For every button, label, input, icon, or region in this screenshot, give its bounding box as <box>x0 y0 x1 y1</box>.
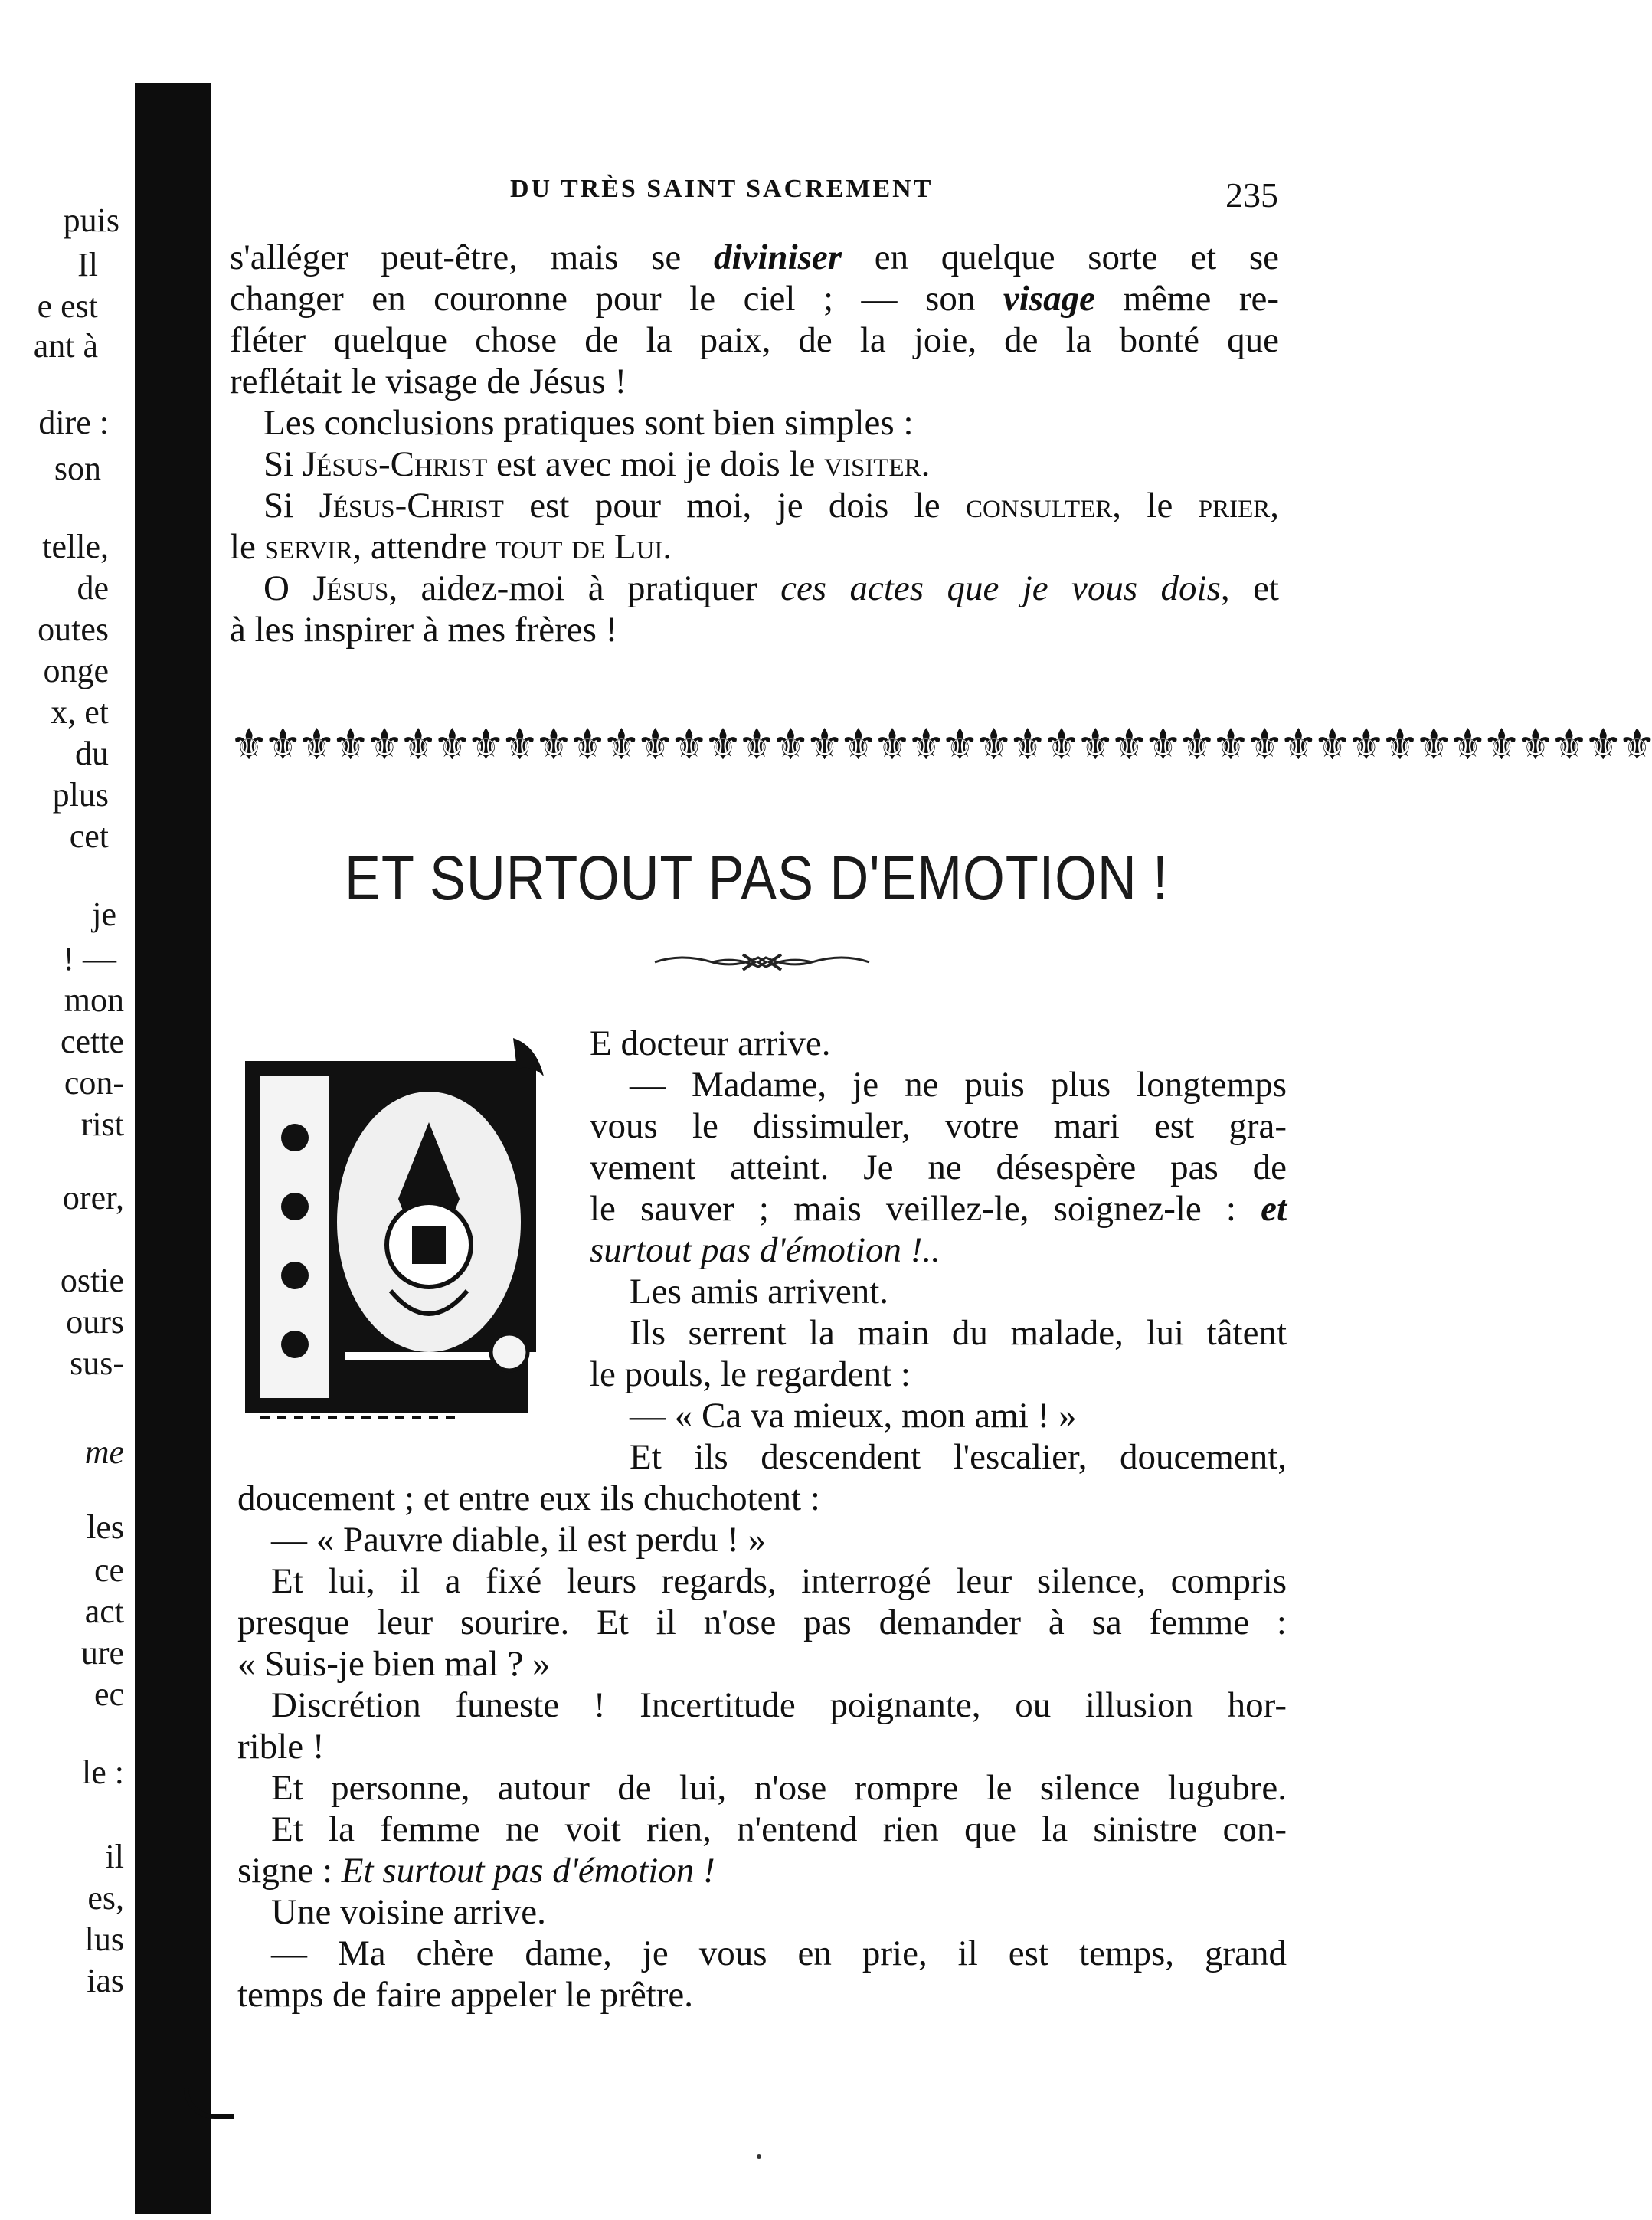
book-spine-shadow <box>135 83 211 2214</box>
margin-fragment: ant à <box>33 327 98 365</box>
text-line: — Ma chère dame, je vous en prie, il est temps, grand <box>271 1933 1287 1973</box>
text-line: Ils serrent la main du malade, lui tâtent <box>630 1313 1287 1353</box>
text-line: Les amis arrivent. <box>630 1272 889 1311</box>
margin-fragment: onge <box>43 652 109 689</box>
margin-fragment: rist <box>80 1105 124 1143</box>
text-line: reflétait le visage de Jésus ! <box>230 362 627 401</box>
margin-fragment: il <box>105 1838 124 1875</box>
text-line: Et lui, il a fixé leurs regards, interrogé leur silence, compris <box>271 1561 1287 1601</box>
margin-fragment: es, <box>87 1879 124 1917</box>
margin-fragment: act <box>84 1593 124 1630</box>
text-line: presque leur sourire. Et il n'ose pas demander à sa femme : <box>237 1603 1287 1642</box>
text-line: vous le dissimuler, votre mari est gra- <box>590 1106 1287 1146</box>
text-line: Et personne, autour de lui, n'ose rompre le silence lugubre. <box>271 1768 1287 1808</box>
decorated-drop-cap <box>230 1030 559 1436</box>
title-flourish-ornament <box>651 947 873 977</box>
text-line: rible ! <box>237 1727 325 1767</box>
text-line: temps de faire appeler le prêtre. <box>237 1975 694 2015</box>
margin-fragment: du <box>75 735 109 772</box>
margin-fragment: cet <box>69 817 109 855</box>
margin-fragment: e est <box>37 287 98 325</box>
text-line: surtout pas d'émotion !.. <box>590 1230 940 1270</box>
margin-fragment: ec <box>93 1675 124 1713</box>
margin-fragment: con- <box>64 1064 124 1102</box>
text-line: Une voisine arrive. <box>271 1892 546 1932</box>
margin-fragment: ours <box>66 1303 124 1341</box>
text-line: Et ils descendent l'escalier, doucement, <box>630 1437 1287 1477</box>
margin-fragment: puis <box>63 201 119 239</box>
print-speck <box>757 2154 761 2159</box>
text-line: doucement ; et entre eux ils chuchotent : <box>237 1478 820 1518</box>
margin-fragment: de <box>77 569 109 607</box>
text-line: Discrétion funeste ! Incertitude poignante, ou illusion hor- <box>271 1685 1287 1725</box>
section-title: ET SURTOUT PAS D'EMOTION ! <box>345 843 1169 913</box>
text-line: « Suis-je bien mal ? » <box>237 1644 551 1684</box>
margin-fragment: Il <box>77 246 98 283</box>
margin-fragment: orer, <box>62 1179 124 1216</box>
text-line: le servir, attendre tout de Lui. <box>230 527 672 567</box>
drop-cap-ornament-icon <box>230 1030 559 1436</box>
text-line: E docteur arrive. <box>590 1023 831 1063</box>
margin-fragment: lus <box>84 1920 124 1958</box>
margin-fragment: ias <box>87 1962 124 1999</box>
text-line: — « Pauvre diable, il est perdu ! » <box>271 1520 767 1560</box>
running-header: DU TRÈS SAINT SACREMENT <box>510 175 934 203</box>
margin-fragment: ! — <box>63 940 116 977</box>
margin-fragment: me <box>84 1433 124 1471</box>
text-line: — « Ca va mieux, mon ami ! » <box>630 1396 1077 1436</box>
margin-fragment: x, et <box>51 693 109 731</box>
margin-fragment: dire : <box>38 404 109 441</box>
page-number: 235 <box>1225 175 1278 214</box>
margin-fragment: telle, <box>42 528 109 565</box>
margin-fragment: les <box>87 1508 124 1546</box>
margin-fragment: plus <box>52 776 109 814</box>
margin-fragment: ce <box>93 1551 124 1589</box>
margin-fragment: le : <box>82 1753 124 1791</box>
margin-fragment: sus- <box>70 1344 124 1382</box>
text-line: O Jésus, aidez-moi à pratiquer ces actes que je vous dois, et <box>263 568 1279 608</box>
fleur-de-lis-ornament-band: ⚜⚜⚜⚜⚜⚜⚜⚜⚜⚜⚜⚜⚜⚜⚜⚜⚜⚜⚜⚜⚜⚜⚜⚜⚜⚜⚜⚜⚜⚜⚜⚜⚜⚜⚜⚜⚜⚜⚜⚜⚜⚜ <box>230 720 1652 770</box>
text-line: Si Jésus-Christ est pour moi, je dois le consulter, le prier, <box>263 486 1280 526</box>
text-line: s'alléger peut-être, mais se diviniser en quelque sorte et se <box>230 237 1279 277</box>
text-line: Les conclusions pratiques sont bien simples : <box>263 403 914 443</box>
text-line: signe : Et surtout pas d'émotion ! <box>237 1851 715 1891</box>
text-line: vement atteint. Je ne désespère pas de <box>590 1148 1287 1187</box>
margin-fragment: ure <box>80 1634 124 1672</box>
margin-fragment: cette <box>60 1023 124 1060</box>
text-line: à les inspirer à mes frères ! <box>230 610 618 650</box>
text-line: Si Jésus-Christ est avec moi je dois le visiter. <box>263 444 931 484</box>
margin-fragment: ostie <box>60 1262 124 1299</box>
margin-fragment: mon <box>64 981 124 1019</box>
margin-fragment: outes <box>38 611 109 648</box>
text-line: fléter quelque chose de la paix, de la joie, de la bonté que <box>230 320 1279 360</box>
text-line: Et la femme ne voit rien, n'entend rien que la sinistre con- <box>271 1809 1287 1849</box>
margin-fragment: je <box>92 896 116 933</box>
text-line: le sauver ; mais veillez-le, soignez-le : et <box>590 1189 1287 1229</box>
margin-fragment: son <box>54 450 101 487</box>
text-line: — Madame, je ne puis plus longtemps <box>630 1065 1287 1105</box>
text-line: changer en couronne pour le ciel ; — son visage même re- <box>230 279 1279 319</box>
text-line: le pouls, le regardent : <box>590 1354 911 1394</box>
